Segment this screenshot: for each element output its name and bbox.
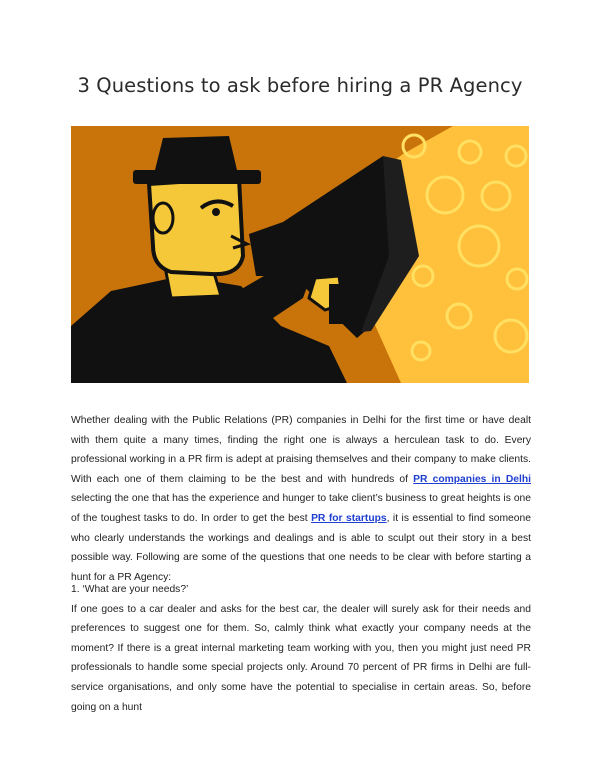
intro-text-2: selecting the one that has the experience and hunger to take client’s business to great heights is one of the toughest tasks to do. In order to get the best [71, 493, 531, 524]
intro-paragraph [71, 411, 531, 587]
section-1-heading: 1. ‘What are your needs?’ [71, 584, 189, 595]
intro-text-1: Whether dealing with the Public Relations (PR) companies in Delhi for the first time or have dealt with them quite a many times, finding the right one is always a herculean task to do. Every professional working in a PR firm is adept at praising themselves and their company to make clients. With each one of them claiming to be the best and with hundreds of [71, 415, 531, 485]
pr-companies-delhi-link[interactable]: PR companies in Delhi [413, 473, 531, 485]
section-1-text: If one goes to a car dealer and asks for the best car, the dealer will surely ask for their needs and preferences to suggest one for them. So, calmly think what exactly your company needs at the moment? If there is a great internal marketing team working with you, then you might just need PR professionals to handle some special projects only. Around 70 percent of PR firms in Delhi are full-service organisations, and only some have the potential to specialise in certain areas. So, before going on a hunt [71, 603, 531, 713]
pr-for-startups-link[interactable]: PR for startups [311, 512, 387, 524]
section-1 [71, 580, 531, 717]
megaphone-illustration [71, 126, 529, 383]
page-title: 3 Questions to ask before hiring a PR Agency [77, 74, 523, 97]
intro-text-3: , it is essential to find someone who clearly understands the workings and dealings and is able to sculpt out their story in a best possible way. Following are some of the questions that one needs to be clear with before starting a hunt for a PR Agency: [71, 512, 531, 583]
